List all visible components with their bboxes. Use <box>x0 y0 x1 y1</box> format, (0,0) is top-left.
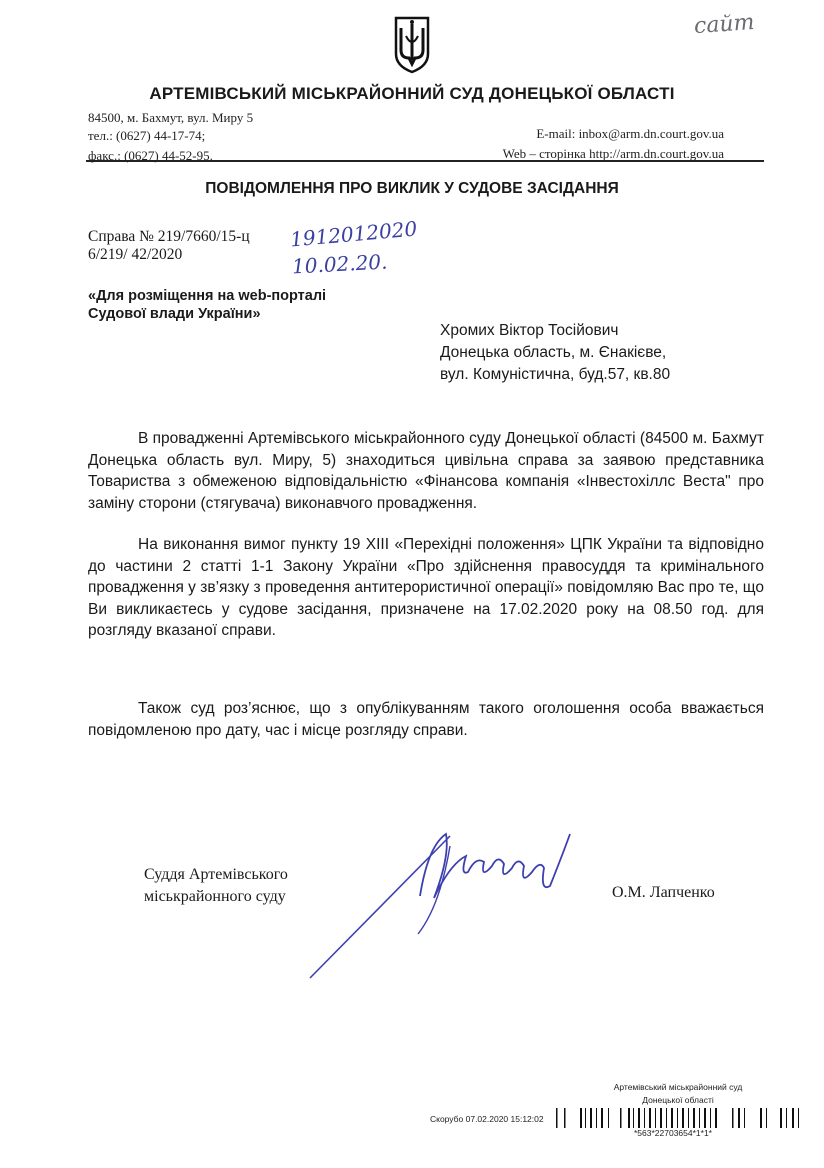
handwritten-date: 10.02.20. <box>291 249 388 279</box>
court-name: АРТЕМІВСЬКИЙ МІСЬКРАЙОННИЙ СУД ДОНЕЦЬКОЇ ОБЛАСТІ <box>149 84 675 103</box>
stamp-court-line2: Донецької області <box>642 1095 714 1105</box>
signatory-role <box>144 864 288 908</box>
handwritten-mark: сайт <box>693 9 756 40</box>
portal-note-line2: Судової влади України» <box>88 306 261 322</box>
court-fax: факс.: (0627) 44-52-95. <box>88 148 213 163</box>
proceeding-number: 6/219/ 42/2020 <box>88 246 183 263</box>
signatory-name: О.М. Лапченко <box>612 884 715 901</box>
signatory-role-line1: Суддя Артемівського <box>144 866 288 883</box>
handwritten-signature <box>300 816 600 986</box>
barcode-icon <box>556 1106 802 1128</box>
body-paragraph-2: На виконання вимог пункту 19 ХІІІ «Перехідні положення» ЦПК України та відповідно до частини 2 статті 1-1 Закону України «Про здійснення правосуддя та кримінального провадження у зв’язку з проведення антитерористичної операції» повідомляю Вас про те, що Ви викликаєтесь у судове засідання, призначене на 17.02.2020 року на 08.50 год. для розгляду вказаної справи. <box>88 536 764 639</box>
document-title: ПОВІДОМЛЕННЯ ПРО ВИКЛИК У СУДОВЕ ЗАСІДАННЯ <box>205 180 619 197</box>
body-paragraph-3: Також суд роз’яснює, що з опублікуванням такого оголошення особа вважається повідомленою про дату, час і місце розгляду справи. <box>88 700 764 739</box>
case-number: Справа № 219/7660/15-ц <box>88 228 250 245</box>
handwritten-registration: 1912012020 <box>289 216 419 252</box>
scan-timestamp: Скорубо 07.02.2020 15:12:02 <box>430 1114 544 1124</box>
stamp-court-line1: Артемівський міськрайонний суд <box>613 1082 743 1092</box>
header-divider <box>86 160 764 162</box>
addressee-address-line1: Донецька область, м. Єнакієве, <box>440 344 667 361</box>
addressee-name: Хромих Віктор Тосійович <box>440 322 619 339</box>
barcode-number: *563*22703654*1*1* <box>634 1128 712 1138</box>
coat-of-arms-icon <box>392 14 432 76</box>
court-email: E-mail: inbox@arm.dn.court.gov.ua <box>536 126 724 141</box>
court-phone: тел.: (0627) 44-17-74; <box>88 128 206 143</box>
court-website: Web – сторінка http://arm.dn.court.gov.ua <box>502 146 724 161</box>
body-paragraph-1: В провадженні Артемівського міськрайонного суду Донецької області (84500 м. Бахмут Донецька область вул. Миру, 5) знаходиться цивільна справа за заявою представника Товариства з обмеженою відповідальністю «Фінансова компанія «Інвестохіллс Веста" про заміну сторони (стягувача) виконавчого провадження. <box>88 430 764 512</box>
portal-note-line1: «Для розміщення на web-порталі <box>88 288 327 304</box>
signatory-role-line2: міськрайонного суду <box>144 888 286 905</box>
addressee-address-line2: вул. Комуністична, буд.57, кв.80 <box>440 366 671 383</box>
court-address: 84500, м. Бахмут, вул. Миру 5 <box>88 110 254 125</box>
